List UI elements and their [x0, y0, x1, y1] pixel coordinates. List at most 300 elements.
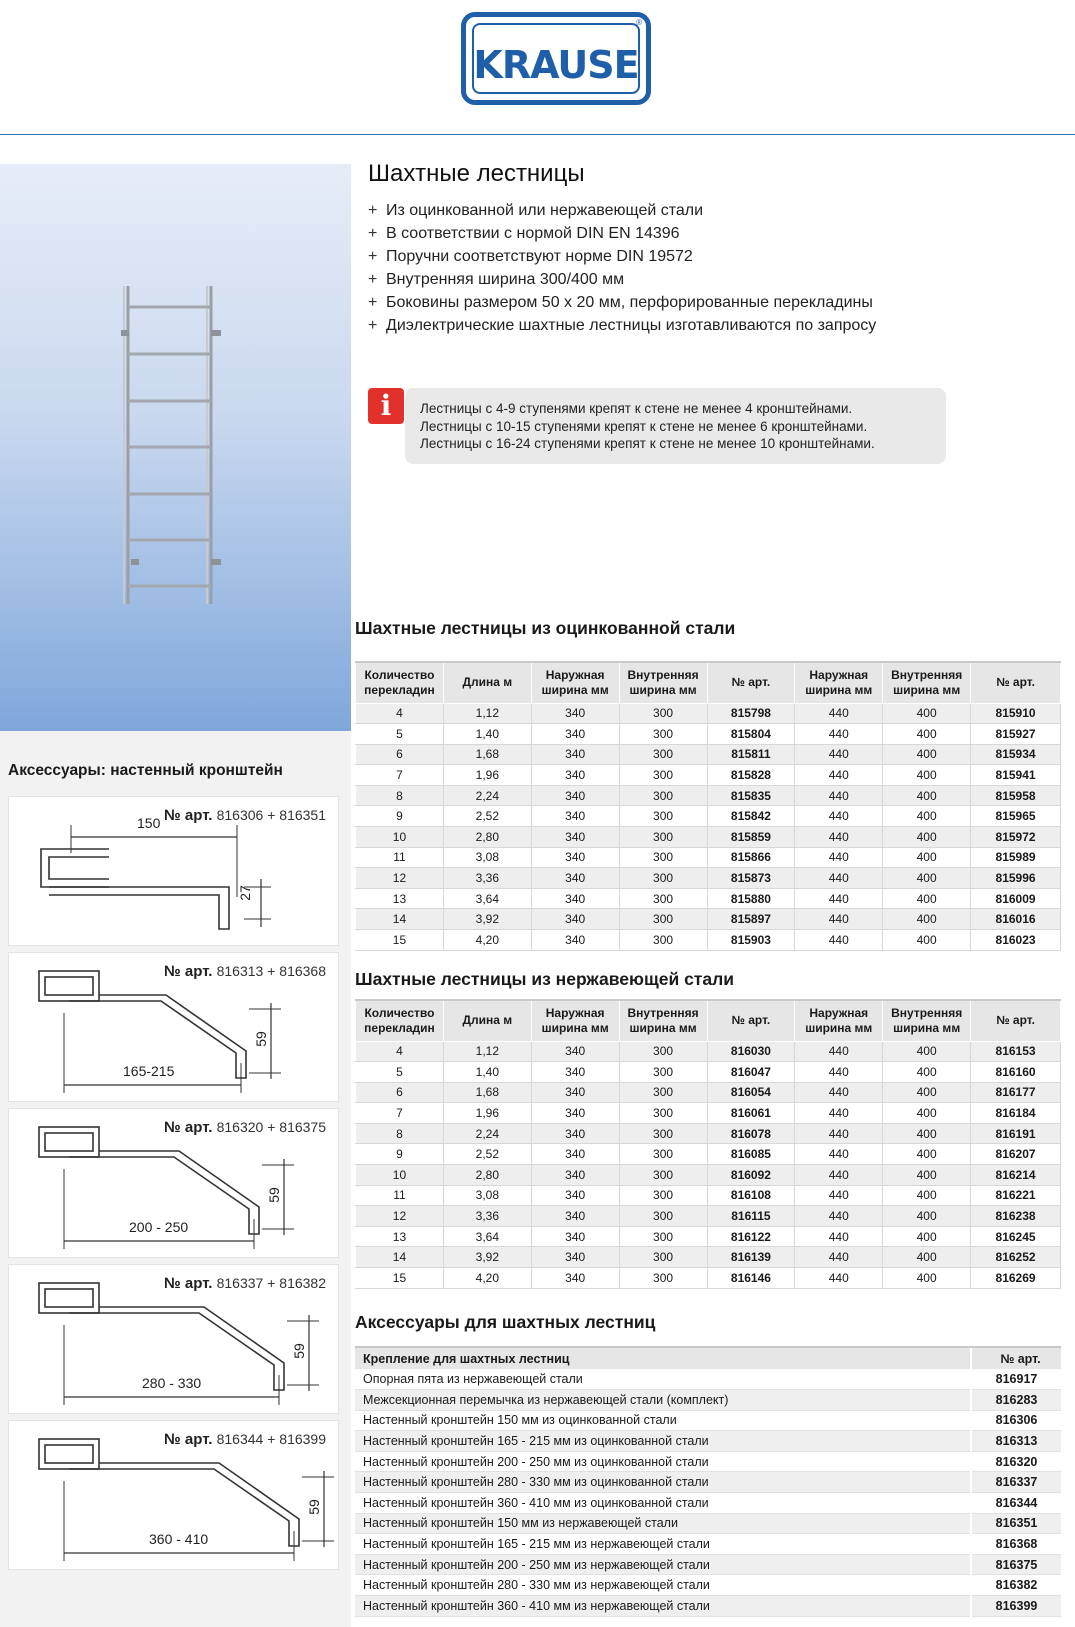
table-cell: 816085	[707, 1144, 795, 1165]
table-cell: 13	[356, 1226, 444, 1247]
table-cell: 816160	[971, 1062, 1061, 1083]
table-cell: 300	[619, 1206, 707, 1227]
column-header: Длина м	[443, 662, 531, 703]
column-header: Крепление для шахтных лестниц	[355, 1347, 971, 1369]
feature-item	[368, 245, 876, 268]
table-cell: 400	[883, 765, 971, 786]
accessory-art: 816313	[971, 1431, 1061, 1452]
bracket-drawing	[8, 796, 339, 946]
feature-text: Поручни соответствуют норме DIN 19572	[386, 248, 693, 265]
table-cell: 340	[531, 724, 619, 745]
table-cell: 816122	[707, 1226, 795, 1247]
column-header: № арт.	[971, 662, 1061, 703]
table-cell: 815880	[707, 888, 795, 909]
bullet-plus: +	[368, 271, 378, 288]
table-cell: 440	[795, 1082, 883, 1103]
table-cell: 340	[531, 909, 619, 930]
column-header: Внутренняя ширина мм	[619, 662, 707, 703]
info-line: Лестницы с 4-9 ступенями крепят к стене не менее 4 кронштейнами.	[420, 401, 853, 416]
table-cell: 815835	[707, 785, 795, 806]
accessory-name: Опорная пята из нержавеющей стали	[355, 1369, 971, 1390]
table-cell: 400	[883, 909, 971, 930]
table-row	[355, 1534, 1061, 1555]
table-cell: 300	[619, 1082, 707, 1103]
table-cell: 400	[883, 868, 971, 889]
bracket-art-number: 816320 + 816375	[216, 1119, 326, 1135]
accessory-name: Межсекционная перемычка из нержавеющей стали (комплект)	[355, 1390, 971, 1411]
table-cell: 400	[883, 888, 971, 909]
feature-item	[368, 222, 876, 245]
accessory-name: Настенный кронштейн 165 - 215 мм из нержавеющей стали	[355, 1534, 971, 1555]
table-cell: 815873	[707, 868, 795, 889]
table-cell: 12	[356, 868, 444, 889]
table-cell: 8	[356, 1123, 444, 1144]
bracket-art-label: № арт. 816320 + 816375	[164, 1119, 326, 1136]
table-cell: 815804	[707, 724, 795, 745]
table-row	[355, 1472, 1061, 1493]
info-line: Лестницы с 10-15 ступенями крепят к стене не менее 6 кронштейнами.	[420, 418, 868, 434]
stainless-ladders-table	[355, 999, 1061, 1289]
info-line: Лестницы с 16-24 ступенями крепят к стене не менее 10 кронштейнами.	[420, 436, 875, 451]
table-cell: 9	[356, 806, 444, 827]
bullet-plus: +	[368, 248, 378, 265]
accessory-art: 816337	[971, 1472, 1061, 1493]
table-cell: 340	[531, 1247, 619, 1268]
table-cell: 400	[883, 785, 971, 806]
table-cell: 340	[531, 1041, 619, 1062]
table-cell: 1,68	[443, 1082, 531, 1103]
table-cell: 400	[883, 1062, 971, 1083]
table-cell: 300	[619, 847, 707, 868]
table-cell: 300	[619, 724, 707, 745]
table-cell: 300	[619, 827, 707, 848]
table-cell: 815903	[707, 930, 795, 951]
table-cell: 2,52	[443, 806, 531, 827]
feature-text: Диэлектрические шахтные лестницы изготавливаются по запросу	[386, 317, 877, 334]
table-cell: 400	[883, 703, 971, 724]
table-row	[356, 868, 1061, 889]
accessory-name: Настенный кронштейн 150 мм из оцинкованной стали	[355, 1410, 971, 1431]
table-cell: 815859	[707, 827, 795, 848]
table-cell: 816245	[971, 1226, 1061, 1247]
table-cell: 340	[531, 1226, 619, 1247]
table-cell: 340	[531, 868, 619, 889]
table-cell: 300	[619, 1185, 707, 1206]
table-row	[356, 703, 1061, 724]
table-cell: 300	[619, 1247, 707, 1268]
column-header: Количество перекладин	[356, 1000, 444, 1041]
table-cell: 440	[795, 827, 883, 848]
accessory-name: Настенный кронштейн 200 - 250 мм из оцинкованной стали	[355, 1451, 971, 1472]
table-cell: 400	[883, 1123, 971, 1144]
table-cell: 4	[356, 1041, 444, 1062]
table-cell: 816030	[707, 1041, 795, 1062]
table-cell: 300	[619, 930, 707, 951]
table-cell: 816047	[707, 1062, 795, 1083]
galvanized-table-title: Шахтные лестницы из оцинкованной стали	[355, 618, 736, 638]
table-cell: 816078	[707, 1123, 795, 1144]
bullet-plus: +	[368, 225, 378, 242]
table-cell: 3,64	[443, 888, 531, 909]
bracket-width-dimension: 360 - 410	[149, 1531, 209, 1547]
krause-logo	[461, 12, 651, 105]
bracket-drawing	[8, 1420, 339, 1570]
table-row	[356, 1144, 1061, 1165]
table-row	[356, 847, 1061, 868]
accessories-table	[355, 1346, 1061, 1617]
table-cell: 440	[795, 1062, 883, 1083]
table-cell: 3,36	[443, 868, 531, 889]
table-cell: 816054	[707, 1082, 795, 1103]
table-cell: 2,24	[443, 1123, 531, 1144]
table-row	[356, 1041, 1061, 1062]
table-cell: 815972	[971, 827, 1061, 848]
table-row	[356, 785, 1061, 806]
bracket-art-label: № арт. 816344 + 816399	[164, 1431, 326, 1448]
feature-item	[368, 314, 876, 337]
table-row	[355, 1390, 1061, 1411]
table-cell: 816177	[971, 1082, 1061, 1103]
table-row	[356, 744, 1061, 765]
table-cell: 815866	[707, 847, 795, 868]
bracket-art-label: № арт. 816313 + 816368	[164, 963, 326, 980]
table-cell: 4	[356, 703, 444, 724]
table-cell: 300	[619, 785, 707, 806]
table-cell: 10	[356, 1165, 444, 1186]
table-cell: 440	[795, 744, 883, 765]
table-cell: 340	[531, 1268, 619, 1289]
table-cell: 816214	[971, 1165, 1061, 1186]
column-header: Наружная ширина мм	[531, 662, 619, 703]
table-cell: 300	[619, 1165, 707, 1186]
table-cell: 340	[531, 827, 619, 848]
table-cell: 440	[795, 1268, 883, 1289]
table-cell: 816108	[707, 1185, 795, 1206]
table-row	[356, 1082, 1061, 1103]
table-cell: 5	[356, 724, 444, 745]
accessory-name: Настенный кронштейн 360 - 410 мм из нержавеющей стали	[355, 1596, 971, 1617]
table-cell: 816153	[971, 1041, 1061, 1062]
bracket-drawing	[8, 1264, 339, 1414]
info-icon: i	[368, 388, 404, 424]
column-header: Количество перекладин	[356, 662, 444, 703]
table-cell: 340	[531, 785, 619, 806]
table-cell: 1,68	[443, 744, 531, 765]
table-cell: 340	[531, 1103, 619, 1124]
accessory-art: 816382	[971, 1575, 1061, 1596]
column-header: Длина м	[443, 1000, 531, 1041]
table-cell: 815910	[971, 703, 1061, 724]
table-cell: 11	[356, 847, 444, 868]
table-row	[356, 1247, 1061, 1268]
table-row	[356, 888, 1061, 909]
table-cell: 300	[619, 1103, 707, 1124]
table-cell: 3,92	[443, 1247, 531, 1268]
table-cell: 440	[795, 703, 883, 724]
table-row	[356, 1206, 1061, 1227]
table-cell: 9	[356, 1144, 444, 1165]
table-cell: 340	[531, 765, 619, 786]
table-row	[356, 765, 1061, 786]
table-cell: 1,40	[443, 1062, 531, 1083]
table-cell: 815842	[707, 806, 795, 827]
bracket-height-dimension: 59	[265, 1187, 282, 1203]
bracket-art-number: 816337 + 816382	[216, 1275, 326, 1291]
table-cell: 3,64	[443, 1226, 531, 1247]
table-cell: 400	[883, 1041, 971, 1062]
bullet-plus: +	[368, 294, 378, 311]
table-cell: 300	[619, 806, 707, 827]
table-cell: 10	[356, 827, 444, 848]
accessory-name: Настенный кронштейн 165 - 215 мм из оцинкованной стали	[355, 1431, 971, 1452]
table-row	[355, 1554, 1061, 1575]
table-cell: 815897	[707, 909, 795, 930]
table-cell: 7	[356, 1103, 444, 1124]
table-cell: 11	[356, 1185, 444, 1206]
table-row	[355, 1493, 1061, 1514]
stainless-table-title: Шахтные лестницы из нержавеющей стали	[355, 969, 734, 989]
accessory-name: Настенный кронштейн 280 - 330 мм из оцинкованной стали	[355, 1472, 971, 1493]
table-cell: 340	[531, 1123, 619, 1144]
table-cell: 815927	[971, 724, 1061, 745]
table-cell: 815958	[971, 785, 1061, 806]
table-cell: 2,52	[443, 1144, 531, 1165]
table-row	[356, 1226, 1061, 1247]
table-cell: 8	[356, 785, 444, 806]
table-cell: 816184	[971, 1103, 1061, 1124]
table-row	[356, 827, 1061, 848]
table-cell: 440	[795, 1041, 883, 1062]
table-row	[355, 1410, 1061, 1431]
feature-text: В соответствии с нормой DIN EN 14396	[386, 225, 680, 242]
table-cell: 15	[356, 930, 444, 951]
table-cell: 3,36	[443, 1206, 531, 1227]
header	[0, 0, 1075, 135]
table-cell: 12	[356, 1206, 444, 1227]
table-cell: 2,80	[443, 1165, 531, 1186]
bracket-art-number: 816313 + 816368	[216, 963, 326, 979]
table-cell: 340	[531, 930, 619, 951]
table-cell: 816269	[971, 1268, 1061, 1289]
table-cell: 816009	[971, 888, 1061, 909]
table-cell: 340	[531, 1082, 619, 1103]
table-cell: 815811	[707, 744, 795, 765]
table-cell: 440	[795, 765, 883, 786]
feature-item	[368, 268, 876, 291]
table-cell: 400	[883, 1206, 971, 1227]
table-cell: 440	[795, 1247, 883, 1268]
table-cell: 300	[619, 1123, 707, 1144]
table-cell: 340	[531, 1206, 619, 1227]
bracket-width-dimension: 150	[137, 815, 161, 831]
table-cell: 300	[619, 868, 707, 889]
accessory-art: 816368	[971, 1534, 1061, 1555]
table-cell: 440	[795, 1165, 883, 1186]
table-cell: 400	[883, 1185, 971, 1206]
table-cell: 340	[531, 703, 619, 724]
table-cell: 300	[619, 909, 707, 930]
table-cell: 440	[795, 888, 883, 909]
table-cell: 300	[619, 1144, 707, 1165]
table-cell: 816146	[707, 1268, 795, 1289]
bracket-width-dimension: 280 - 330	[142, 1375, 202, 1391]
accessory-art: 816375	[971, 1554, 1061, 1575]
table-cell: 300	[619, 1062, 707, 1083]
bracket-width-dimension: 165-215	[123, 1063, 175, 1079]
table-cell: 3,92	[443, 909, 531, 930]
table-cell: 1,12	[443, 1041, 531, 1062]
table-cell: 440	[795, 806, 883, 827]
table-cell: 400	[883, 806, 971, 827]
table-cell: 300	[619, 744, 707, 765]
table-row	[356, 930, 1061, 951]
table-cell: 440	[795, 847, 883, 868]
table-row	[356, 1123, 1061, 1144]
ladder-image	[0, 164, 351, 731]
table-cell: 815989	[971, 847, 1061, 868]
feature-item	[368, 291, 876, 314]
bracket-art-number: 816344 + 816399	[216, 1431, 326, 1447]
table-row	[355, 1431, 1061, 1452]
info-box	[405, 388, 946, 464]
bullet-plus: +	[368, 202, 378, 219]
table-cell: 400	[883, 724, 971, 745]
column-header: Внутренняя ширина мм	[883, 662, 971, 703]
table-cell: 1,12	[443, 703, 531, 724]
accessory-art: 816399	[971, 1596, 1061, 1617]
column-header: № арт.	[707, 1000, 795, 1041]
bracket-art-number: 816306 + 816351	[216, 807, 326, 823]
feature-item	[368, 199, 876, 222]
table-row	[356, 724, 1061, 745]
table-cell: 3,08	[443, 1185, 531, 1206]
table-cell: 440	[795, 785, 883, 806]
table-cell: 816016	[971, 909, 1061, 930]
table-cell: 440	[795, 1226, 883, 1247]
table-cell: 815941	[971, 765, 1061, 786]
table-cell: 6	[356, 744, 444, 765]
table-cell: 300	[619, 1041, 707, 1062]
bullet-plus: +	[368, 317, 378, 334]
table-row	[356, 1268, 1061, 1289]
table-row	[355, 1451, 1061, 1472]
bracket-width-dimension: 200 - 250	[129, 1219, 189, 1235]
table-cell: 816221	[971, 1185, 1061, 1206]
feature-list	[368, 199, 876, 337]
table-row	[356, 806, 1061, 827]
table-cell: 400	[883, 1247, 971, 1268]
table-cell: 7	[356, 765, 444, 786]
table-cell: 815798	[707, 703, 795, 724]
table-cell: 816092	[707, 1165, 795, 1186]
table-row	[355, 1513, 1061, 1534]
table-cell: 13	[356, 888, 444, 909]
table-cell: 816115	[707, 1206, 795, 1227]
galvanized-ladders-table	[355, 661, 1061, 951]
table-row	[355, 1575, 1061, 1596]
bracket-art-label: № арт. 816337 + 816382	[164, 1275, 326, 1292]
column-header: № арт.	[971, 1000, 1061, 1041]
table-cell: 340	[531, 1185, 619, 1206]
table-cell: 816207	[971, 1144, 1061, 1165]
table-cell: 4,20	[443, 1268, 531, 1289]
table-row	[356, 1103, 1061, 1124]
table-cell: 440	[795, 1123, 883, 1144]
table-row	[355, 1369, 1061, 1390]
table-cell: 6	[356, 1082, 444, 1103]
table-cell: 400	[883, 1226, 971, 1247]
accessory-name: Настенный кронштейн 150 мм из нержавеющей стали	[355, 1513, 971, 1534]
accessory-name: Настенный кронштейн 200 - 250 мм из нержавеющей стали	[355, 1554, 971, 1575]
table-cell: 1,96	[443, 765, 531, 786]
bracket-height-dimension: 59	[252, 1031, 269, 1047]
table-cell: 816139	[707, 1247, 795, 1268]
bracket-drawing	[8, 1108, 339, 1258]
table-cell: 816238	[971, 1206, 1061, 1227]
bracket-drawing	[8, 952, 339, 1102]
table-cell: 5	[356, 1062, 444, 1083]
table-cell: 300	[619, 765, 707, 786]
table-cell: 300	[619, 888, 707, 909]
table-cell: 440	[795, 1103, 883, 1124]
table-cell: 440	[795, 930, 883, 951]
bracket-art-label: № арт. 816306 + 816351	[164, 807, 326, 824]
table-cell: 816252	[971, 1247, 1061, 1268]
table-cell: 2,80	[443, 827, 531, 848]
accessory-art: 816351	[971, 1513, 1061, 1534]
table-row	[356, 1185, 1061, 1206]
table-cell: 15	[356, 1268, 444, 1289]
table-cell: 440	[795, 1144, 883, 1165]
table-cell: 300	[619, 703, 707, 724]
logo-registered-mark: ®	[636, 18, 642, 27]
table-cell: 400	[883, 744, 971, 765]
accessory-art: 816283	[971, 1390, 1061, 1411]
table-cell: 815934	[971, 744, 1061, 765]
bracket-height-dimension: 27	[236, 885, 253, 901]
table-cell: 815828	[707, 765, 795, 786]
table-cell: 4,20	[443, 930, 531, 951]
table-cell: 400	[883, 930, 971, 951]
table-cell: 816023	[971, 930, 1061, 951]
table-cell: 440	[795, 1206, 883, 1227]
table-row	[355, 1596, 1061, 1617]
table-cell: 400	[883, 1268, 971, 1289]
accessory-name: Настенный кронштейн 280 - 330 мм из нержавеющей стали	[355, 1575, 971, 1596]
bracket-section-title: Аксессуары: настенный кронштейн	[8, 762, 283, 779]
table-cell: 340	[531, 888, 619, 909]
table-cell: 400	[883, 1165, 971, 1186]
table-cell: 440	[795, 868, 883, 889]
feature-text: Внутренняя ширина 300/400 мм	[386, 271, 625, 288]
table-cell: 440	[795, 724, 883, 745]
column-header: Внутренняя ширина мм	[619, 1000, 707, 1041]
column-header: № арт.	[971, 1347, 1061, 1369]
accessory-art: 816917	[971, 1369, 1061, 1390]
table-cell: 300	[619, 1268, 707, 1289]
accessory-name: Настенный кронштейн 360 - 410 мм из оцинкованной стали	[355, 1493, 971, 1514]
table-cell: 1,96	[443, 1103, 531, 1124]
column-header: Внутренняя ширина мм	[883, 1000, 971, 1041]
table-cell: 340	[531, 744, 619, 765]
table-cell: 1,40	[443, 724, 531, 745]
bracket-height-dimension: 59	[290, 1343, 307, 1359]
logo-text: KRAUSE	[473, 43, 639, 87]
table-cell: 400	[883, 847, 971, 868]
page-title: Шахтные лестницы	[368, 160, 585, 187]
table-cell: 400	[883, 1144, 971, 1165]
table-cell: 440	[795, 909, 883, 930]
